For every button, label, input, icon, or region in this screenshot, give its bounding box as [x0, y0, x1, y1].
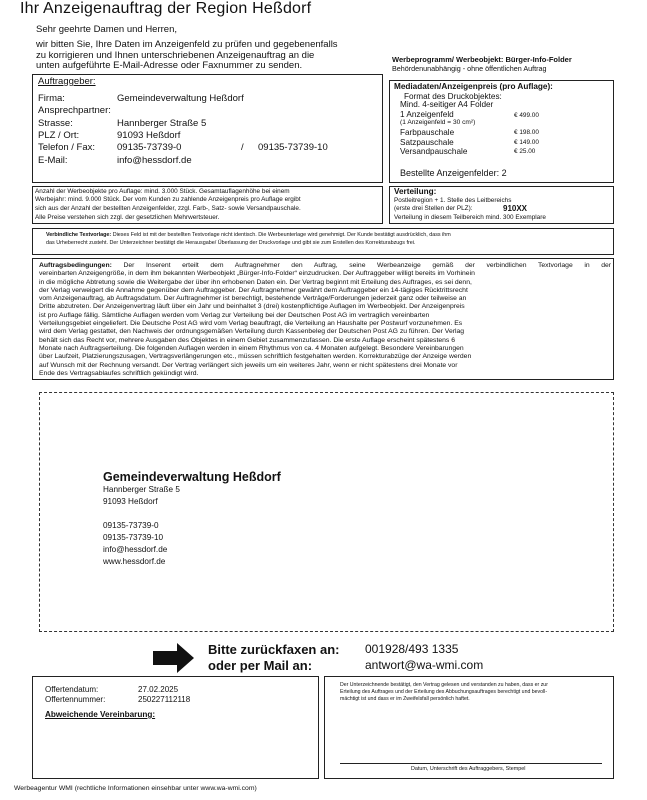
intro-line: zu korrigieren und Ihnen unterschriebenen Anzeigenauftrag an die: [36, 49, 315, 61]
unterschrift-caption: Datum, Unterschrift des Auftraggebers, Stempel: [411, 766, 526, 772]
fax-value[interactable]: 09135-73739-10: [258, 142, 328, 153]
bedingungen-line: Ende des Vertragsablaufes schriftlich gekündigt wird.: [39, 369, 199, 377]
verteilung-box: [389, 186, 614, 224]
greeting: Sehr geehrte Damen und Herren,: [36, 24, 177, 35]
field-label: Telefon / Fax:: [38, 142, 96, 153]
telefon-value[interactable]: 09135-73739-0: [117, 142, 182, 153]
field-label: E-Mail:: [38, 155, 68, 166]
textvorlage-heading: Verbindliche Textvorlage:: [46, 232, 112, 238]
bedingungen-line: vereinbarten Anzeigengröße, in dem ihm bekannten Werbeobjekt „Bürger-Info-Folder“ einzudrucken. Der Auftraggeber willigt bereits im Vorhinein: [39, 270, 475, 278]
page-title: Ihr Anzeigenauftrag der Region Heßdorf: [20, 0, 312, 17]
fax-label: Bitte zurückfaxen an:: [208, 642, 340, 657]
plz-value[interactable]: 91093 Heßdorf: [117, 130, 181, 141]
offertendatum-value: 27.02.2025: [138, 685, 179, 694]
fax-number[interactable]: 001928/493 1335: [365, 642, 459, 656]
mediadaten-box: [389, 80, 614, 183]
bedingungen-line: Dritte abzutreten. Der Anzeigenvertrag läuft über ein Jahr und beinhaltet 3 (drei) kostenpflichtige Auflagen im Werbeobjekt. Der Anzeigenpreis: [39, 303, 465, 311]
mail-address[interactable]: antwort@wa-wmi.com: [365, 658, 484, 672]
mediadaten-heading: Mediadaten/Anzeigenpreis (pro Auflage):: [394, 82, 553, 91]
auflage-line: Alle Preise verstehen sich zzgl. der gesetzlichen Mehrwertsteuer.: [35, 214, 220, 221]
textvorlage-line1: [46, 232, 451, 239]
verteilung-line: (erste drei Stellen der PLZ):: [394, 205, 473, 212]
format-value: Mind. 4-seitiger A4 Folder: [400, 100, 494, 109]
anzeige-phone: 09135-73739-0: [103, 521, 159, 530]
bedingungen-line: vom Anzeigenauftrag, ab Auftragsdatum. Der Auftragnehmer ist berechtigt, bestehende Verträge/Forderungen jederzeit ganz oder teilweise an: [39, 295, 467, 303]
verteilung-line: Verteilung in diesem Teilbereich mind. 300 Exemplare: [394, 214, 546, 221]
price-label: Satzpauschale: [400, 138, 454, 147]
offertennummer-label: Offertennummer:: [45, 695, 106, 704]
bedingungen-line: Verteilungsgebiet eingeliefert. Die Deutsche Post AG wird vom Verlag beauftragt, die Verteilung an Haushalte per Postwurf vorzunehmen. Es: [39, 320, 463, 328]
bedingungen-line: über Laufzeit, Platzierungszusagen, Vertragsverlängerungen etc., müssen schriftlich festgehalten werden. Korrekturabzüge der Anzeige werden: [39, 353, 472, 361]
price-label: Versandpauschale: [400, 147, 468, 156]
bedingungen-line: in die mögliche Abtretung sowie die Weitergabe der über ihn erhobenen Daten ein. Der Vertrag beginnt mit Erteilung des Auftrages, es sei denn,: [39, 278, 472, 286]
anzeige-city: 91093 Heßdorf: [103, 497, 158, 506]
textvorlage-line2: das Urheberrecht zusteht. Der Unterzeichner bestätigt die Herausgabe/ Überlassung der Druckvorlage und gibt sie zum Erstellen des Korrekturabzugs frei.: [46, 240, 416, 246]
field-label: Ansprechpartner:: [38, 105, 111, 116]
auftraggeber-box: [32, 74, 383, 183]
abweichende-vereinbarung-label: Abweichende Vereinbarung:: [45, 710, 156, 719]
textvorlage-text: Dieses Feld ist mit der bestellten Textvorlage nicht identisch. Die Werbeunterlage wird genehmigt. Der Kunde bestätigt ausdrücklich, dass ihm: [112, 232, 451, 238]
email-value[interactable]: info@hessdorf.de: [117, 155, 192, 166]
anzeige-email: info@hessdorf.de: [103, 545, 168, 554]
verteilung-heading: Verteilung:: [394, 187, 437, 196]
bedingungen-line: Der Inserent erteilt dem Auftragnehmer den Auftrag, seine Werbeanzeige gemäß der verbindlichen Textvorlage in der: [123, 262, 612, 269]
field-label: Firma:: [38, 93, 65, 104]
bedingungen-box: [32, 258, 614, 380]
anzeige-fax: 09135-73739-10: [103, 533, 164, 542]
price-label: Farbpauschale: [400, 128, 455, 137]
field-label: Strasse:: [38, 118, 73, 129]
unterschrift-box: [324, 676, 614, 779]
intro-line: unten aufgeführte E-Mail-Adresse oder Faxnummer zu senden.: [36, 60, 303, 71]
price-value: € 499.00: [514, 112, 539, 119]
auflage-line: sich aus der Anzahl der bestellten Anzeigenfelder, zzgl. Farb-, Satz- sowie Versandpauschale.: [35, 205, 301, 212]
bedingungen-line: ist pro Auflage fällig. Sämtliche Auflagen werden vom Verlag zur Verteilung bei der Deutschen Post AG im vertraglich vereinbarten: [39, 311, 430, 319]
unterschrift-text: Erteilung des Auftrages und der Erteilung des Abbuchungsauftrages berechtigt und bevoll-: [340, 689, 548, 695]
bedingungen-line: auf Wunsch mit der Rechnung versandt. Der Vertrag verlängert sich jeweils um ein weiteres Jahr, wenn er nicht spätestens drei Monate vor: [39, 361, 458, 369]
auflage-box: [32, 186, 383, 224]
textvorlage-box: [32, 228, 614, 255]
offerte-box: [32, 676, 319, 779]
offertennummer-value: 250227112118: [138, 695, 191, 704]
auflage-line: Anzahl der Werbeobjekte pro Auflage: mind. 3.000 Stück. Gesamtauflagenhöhe bei einem: [35, 188, 290, 195]
strasse-value[interactable]: Hannberger Straße 5: [117, 118, 207, 129]
werbeprogramm: [392, 56, 572, 73]
anzeige-feld: [39, 392, 614, 632]
bestellte-felder: Bestellte Anzeigenfelder: 2: [400, 168, 507, 178]
intro-text: [36, 40, 391, 72]
price-value: € 25.00: [514, 148, 536, 155]
field-label: PLZ / Ort:: [38, 130, 80, 141]
arrow-right-icon: [153, 642, 195, 674]
mail-label: oder per Mail an:: [208, 658, 313, 673]
bedingungen-line: behält sich das Recht vor, mehrere Ausgaben des Objektes in einem Gebiet zusammenzufassen. Die erste Auflage erscheint spätestens 6: [39, 336, 455, 344]
footer-text: Werbeagentur WMI (rechtliche Informationen einsehbar unter www.wa-wmi.com): [14, 785, 257, 792]
werbeprogramm-title: Werbeprogramm/ Werbeobjekt: Bürger-Info-Folder: [392, 55, 572, 64]
price-value: € 198.00: [514, 129, 539, 136]
werbeprogramm-subtitle: Behördenunabhängig - ohne öffentlichen Auftrag: [392, 63, 547, 73]
unterschrift-text: mächtigt ist und dass er im Zweifelsfall persönlich haftet.: [340, 696, 470, 702]
bedingungen-line: Monate nach Auftragserteilung. Die folgenden Auflagen werden in einem Rhythmus von ca. 4 Monaten aufgelegt. Besondere Vereinbarungen: [39, 344, 464, 352]
intro-line: wir bitten Sie, Ihre Daten im Anzeigenfeld zu prüfen und gegebenenfalls: [36, 39, 338, 50]
auftraggeber-heading: Auftraggeber:: [38, 76, 96, 87]
anzeige-web: www.hessdorf.de: [103, 557, 166, 566]
signature-line[interactable]: [340, 763, 602, 764]
unterschrift-text: Der Unterzeichnende bestätigt, den Vertrag gelesen und verstanden zu haben, dass er zur: [340, 682, 548, 688]
auflage-line: Werbejahr: mind. 9.000 Stück. Der vom Kunden zu zahlende Anzeigenpreis pro Auflage ergibt: [35, 196, 301, 203]
price-note: (1 Anzeigenfeld = 30 cm²): [400, 119, 476, 126]
price-label: 1 Anzeigenfeld: [400, 110, 454, 119]
format-label: Format des Druckobjektes:: [404, 92, 502, 101]
bedingungen-heading: Auftragsbedingungen:: [39, 262, 112, 269]
price-value: € 149.00: [514, 139, 539, 146]
offertendatum-label: Offertendatum:: [45, 685, 99, 694]
bedingungen-text: [39, 262, 611, 378]
anzeige-street: Hannberger Straße 5: [103, 485, 180, 494]
verteilung-line: Postleitregion + 1. Stelle des Leitbereichs: [394, 197, 512, 204]
firma-value[interactable]: Gemeindeverwaltung Heßdorf: [117, 93, 244, 104]
plz-region: 910XX: [503, 204, 528, 213]
bedingungen-line: der Verlag verweigert die Annahme gegenüber dem Auftraggeber. Der Auftragnehmer gewährt dem Auftraggeber ein 14-tägiges Rücktrittsrecht: [39, 286, 468, 294]
anzeige-name: Gemeindeverwaltung Heßdorf: [103, 470, 281, 484]
bedingungen-line: wird dem Verlag gestattet, den Nachweis der ordnungsgemäßen Verteilung durch Kassenbeleg der Deutschen Post AG zu führen. Der Verlag: [39, 328, 465, 336]
separator: /: [241, 142, 244, 153]
